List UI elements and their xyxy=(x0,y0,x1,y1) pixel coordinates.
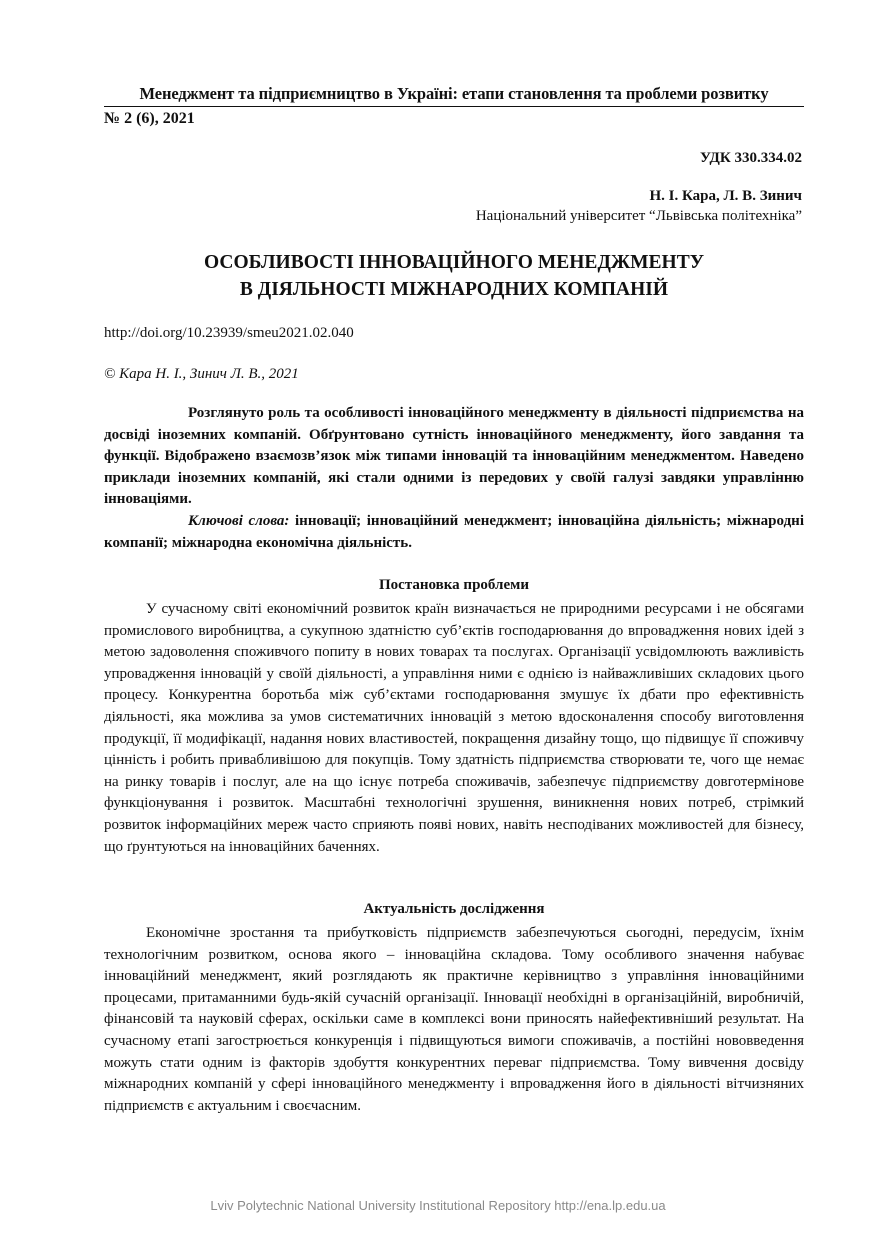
article-title xyxy=(104,249,804,303)
keywords-label: Ключові слова: xyxy=(188,513,290,529)
keywords xyxy=(104,511,804,554)
article-title-line-1: ОСОБЛИВОСТІ ІННОВАЦІЙНОГО МЕНЕДЖМЕНТУ xyxy=(203,252,705,273)
affiliation: Національний університет “Львівська політехніка” xyxy=(475,208,802,224)
abstract: Розглянуто роль та особливості інноваційного менеджменту в діяльності підприємства на досвіді іноземних компаній. Обґрунтовано сутність інноваційного менеджменту, його завдання та функції. Відображено взаємозв’язок між типами інновацій та інноваційним менеджментом. Наведено приклади іноземних компаній, які стали одними із передових у своїй галузі завдяки управлінню інноваціями. xyxy=(104,405,804,507)
issue-number: № 2 (6), 2021 xyxy=(104,110,195,127)
keywords-list: інновації; інноваційний менеджмент; інноваційна діяльність; міжнародні компанії; міжнародна економічна діяльність. xyxy=(104,513,804,551)
udc-code: УДК 330.334.02 xyxy=(700,150,802,166)
header-divider xyxy=(104,106,804,107)
section-text-problem: У сучасному світі економічний розвиток країн визначається не природними ресурсами і не обсягами промислового виробництва, а сукупною здатністю суб’єктів господарювання до впровадження нових ідей з метою задоволення споживчого попиту в нових товарах та послугах. Організації усвідомлюють важливість упровадження інновацій у своїй діяльності, а управління ними є однією із найважливіших складових цього процесу. Конкурентна боротьба між суб’єктами господарювання змушує їх дбати про ефективність діяльності, яка можлива за умов систематичних інновацій з метою вдосконалення способу виготовлення продукції, її модифікації, надання нових властивостей, покращення дизайну тощо, що підвищує її споживчу цінність і робить привабливішою для покупців. Тому здатність підприємства створювати те, чого ще немає на ринку товарів і послуг, але на що існує потреба споживачів, забезпечує підприємству довготермінове функціонування і розвиток. Масштабні технологічні зрушення, виникнення нових потреб, стрімкий розвиток інформаційних мереж часто сприяють появі нових, навіть несподіваних можливостей для бізнесу, що ґрунтуються на інноваційних баченнях. xyxy=(104,601,804,855)
journal-title: Менеджмент та підприємництво в Україні: етапи становлення та проблеми розвитку xyxy=(139,84,769,103)
doi-link[interactable]: http://doi.org/10.23939/smeu2021.02.040 xyxy=(104,325,354,341)
section-text-relevance: Економічне зростання та прибутковість підприємств забезпечуються сьогодні, передусім, їхнім технологічним розвитком, основа якого – інноваційна складова. Тому особливого значення набуває інноваційний менеджмент, який розглядають як практичне керівництво з управління інноваційними процесами, притаманними будь-якій сучасній організації. Інновації необхідні в організаційній, виробничій, фінансовій та науковій сферах, оскільки саме в комплексі вони приносять найефективніший результат. На сучасному етапі загострюється конкуренція і підвищуються вимоги споживачів, а постійні нововведення можуть стати одним із факторів здобуття конкурентних переваг підприємства. Тому вивчення досвіду міжнародних компаній у сфері інноваційного менеджменту і впровадження його в діяльності вітчизняних підприємств є актуальним і своєчасним. xyxy=(104,925,804,1114)
repository-footer: Lviv Polytechnic National University Institutional Repository http://ena.lp.edu.ua xyxy=(210,1198,666,1213)
section-heading-relevance: Актуальність дослідження xyxy=(363,901,545,917)
authors: Н. І. Кара, Л. В. Зинич xyxy=(649,188,802,204)
article-title-line-2: В ДІЯЛЬНОСТІ МІЖНАРОДНИХ КОМПАНІЙ xyxy=(239,279,669,300)
section-heading-problem: Постановка проблеми xyxy=(379,577,529,593)
copyright: © Кара Н. І., Зинич Л. В., 2021 xyxy=(104,366,299,382)
